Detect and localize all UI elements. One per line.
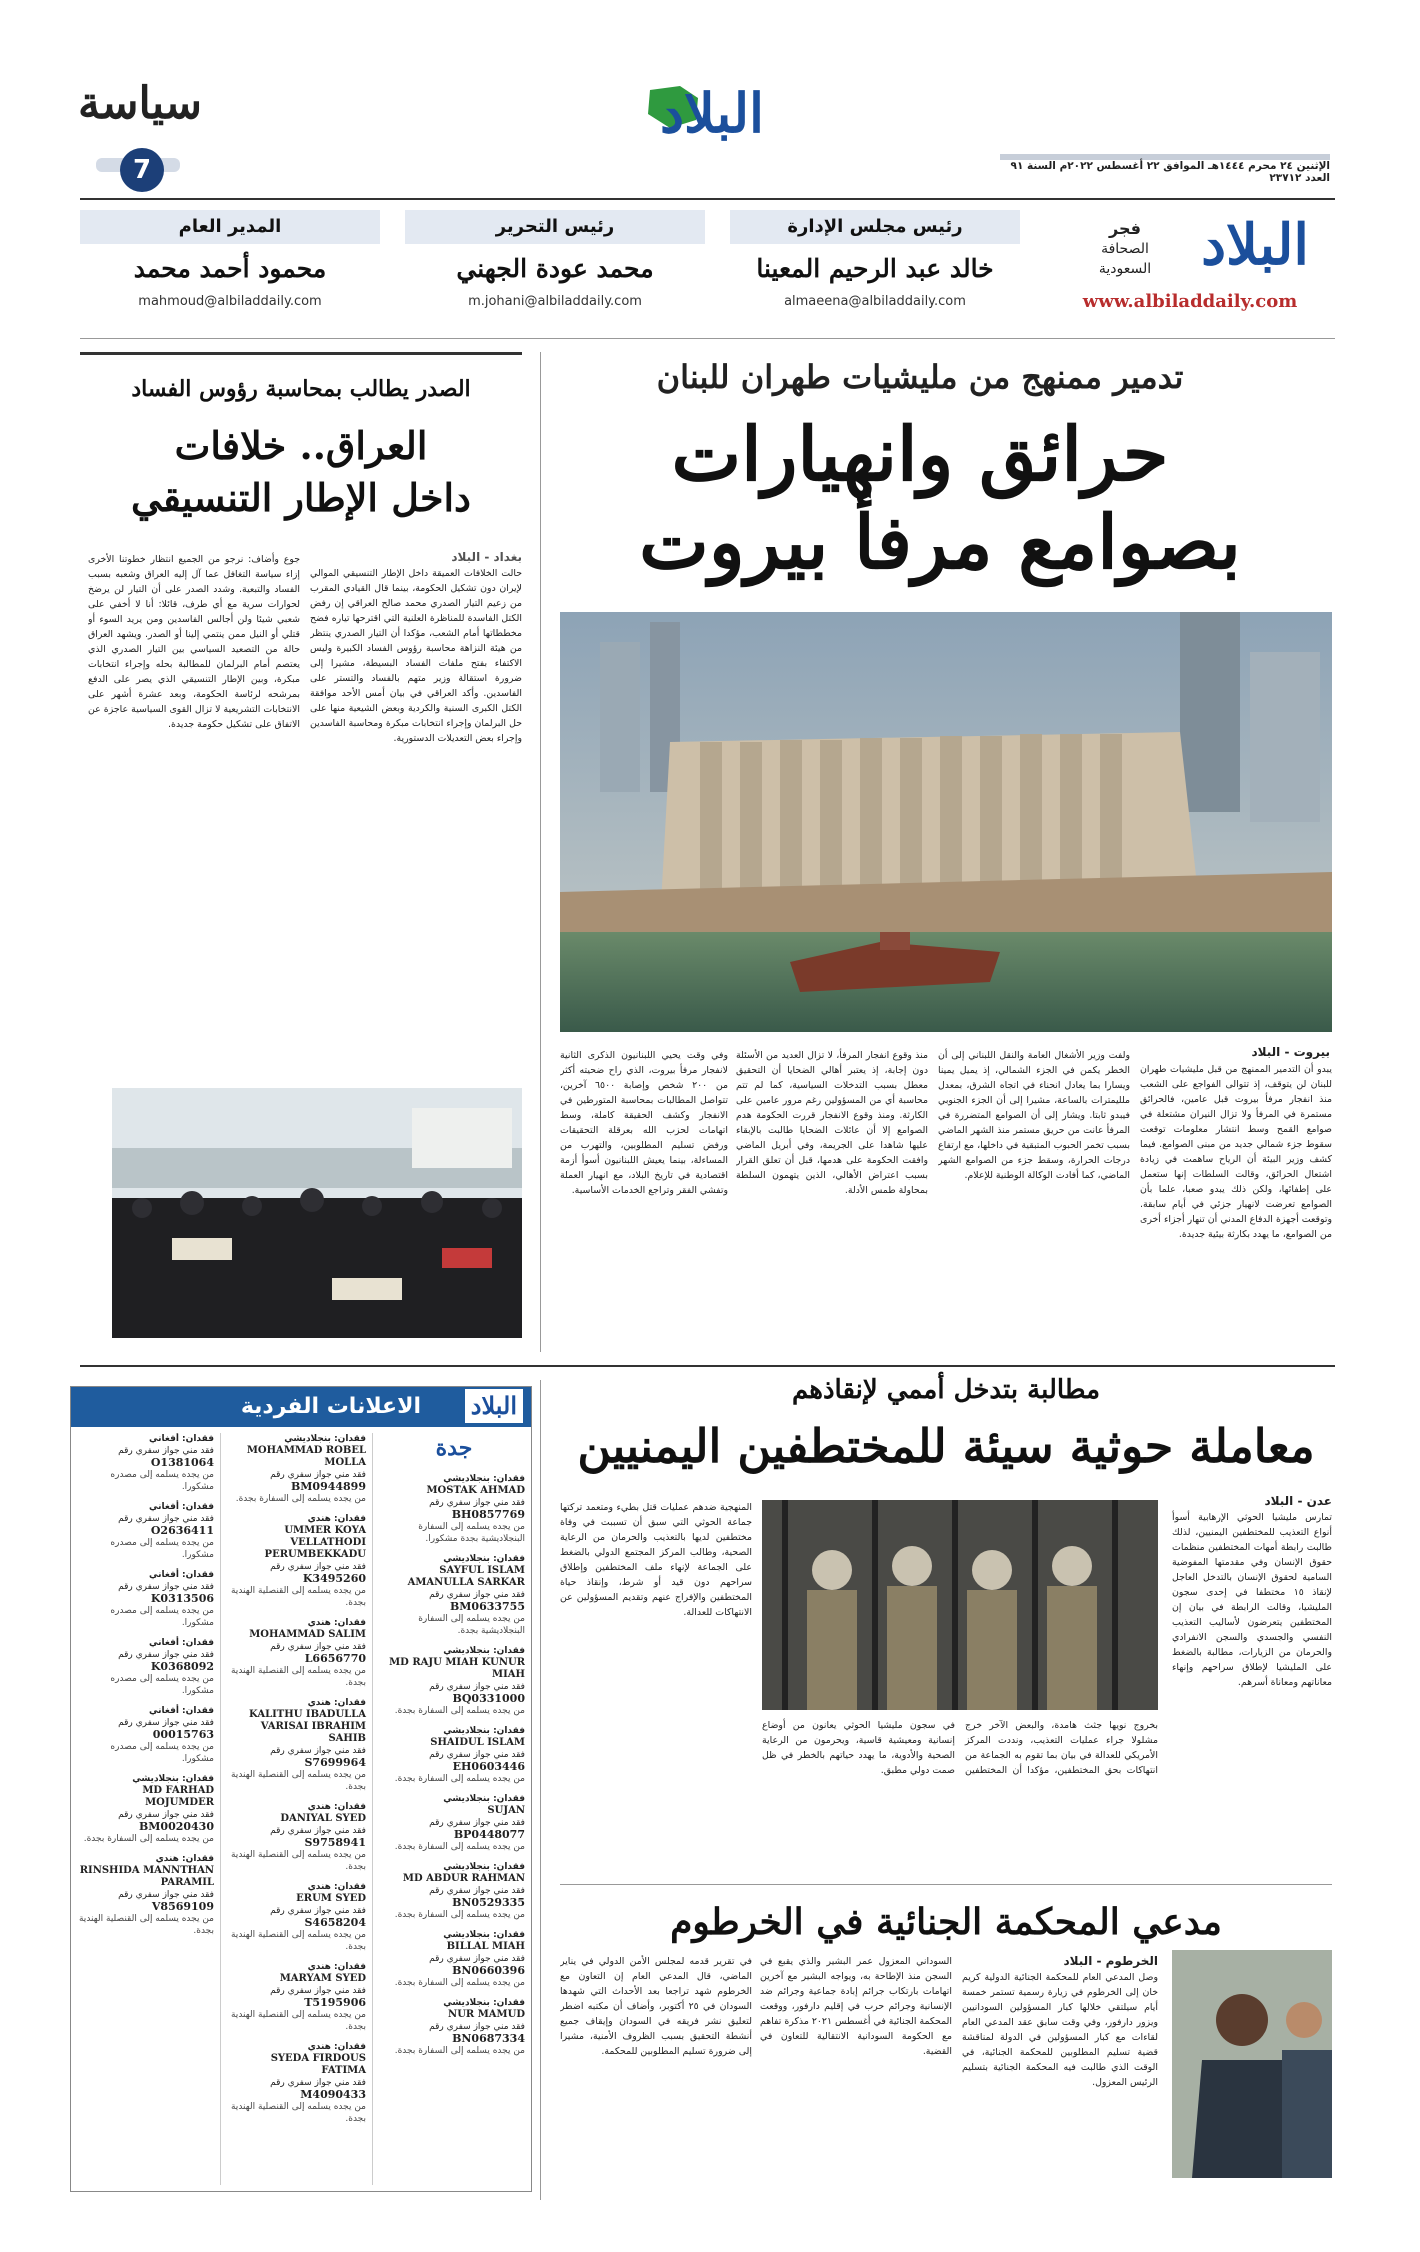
iraq-photo bbox=[112, 1088, 522, 1338]
iraq-kicker: الصدر يطالب بمحاسبة رؤوس الفساد bbox=[131, 376, 471, 402]
section-name: سياسة bbox=[78, 78, 203, 129]
lead-headline-line-2: بصوامع مرفأ بيروت bbox=[639, 500, 1241, 586]
ad-header: فقدان: بنجلاديشي bbox=[443, 1554, 525, 1564]
page-number-badge: 7 bbox=[120, 148, 164, 192]
staff-name: محمد عودة الجهني bbox=[456, 254, 654, 283]
yemen-column-3: المنهجية ضدهم عمليات قتل بطيء ومتعمد تركتها جماعة الحوثي التي سبق أن تسببت في وفاة مختطفين لديها بالتعذيب والحرمان من الرعاية الصحية، وطالب المركز المجتمع الدولي بالضغط على الجماعة لإنهاء ملف المختطفين وإطلاق سراحهم دون قيد أو شرط، وإنقاذ حياة المختطفين والإفراج عنهم وتقديم المسؤولين عن الانتهاكات للعدالة. bbox=[560, 1502, 752, 1618]
yemen-headline: معاملة حوثية سيئة للمختطفين اليمنيين bbox=[577, 1419, 1315, 1473]
ad-passport-number: K0368092 bbox=[150, 1660, 214, 1673]
classified-ad bbox=[229, 1697, 366, 1793]
ad-passport-number: BN0660396 bbox=[452, 1964, 525, 1977]
ad-footer: من يجده يسلمه إلى القنصلية الهندية بجدة. bbox=[230, 1850, 366, 1872]
classifieds-title: الاعلانات الفردية bbox=[240, 1394, 421, 1419]
classified-ad bbox=[77, 1501, 214, 1561]
staff-name: خالد عبد الرحيم المعينا bbox=[756, 254, 994, 283]
tagline-line-3: السعودية bbox=[1098, 261, 1152, 277]
ad-header: فقدان: هندي bbox=[307, 1802, 366, 1812]
classified-ad bbox=[381, 1793, 525, 1853]
ad-body: فقد مني جواز سفري رقم bbox=[270, 1826, 366, 1836]
lead-headline-line-1: حرائق وانهيارات bbox=[671, 412, 1169, 498]
ad-passport-number: O2636411 bbox=[150, 1524, 214, 1537]
ad-name: SUJAN bbox=[487, 1805, 525, 1816]
ad-name: MD FARHAD MOJUMDER bbox=[142, 1785, 214, 1808]
classifieds-city: جدة bbox=[435, 1435, 473, 1461]
ad-passport-number: BH0857769 bbox=[451, 1508, 525, 1521]
ad-footer: من يجده يسلمه إلى مصدره مشكورا. bbox=[110, 1742, 214, 1764]
staff-box-1 bbox=[730, 210, 1020, 328]
ad-footer: من يجده يسلمه إلى القنصلية الهندية بجدة. bbox=[230, 1930, 366, 1952]
ad-passport-number: BM0633755 bbox=[449, 1600, 525, 1613]
publisher-tagline bbox=[1070, 219, 1180, 279]
classified-ad bbox=[77, 1433, 214, 1493]
ad-name: MARYAM SYED bbox=[279, 1973, 366, 1984]
classified-ad bbox=[77, 1569, 214, 1629]
ad-footer: من يجده يسلمه إلى القنصلية الهندية بجدة. bbox=[230, 1770, 366, 1792]
ad-passport-number: V8569109 bbox=[151, 1900, 214, 1913]
ad-footer: من يجده يسلمه إلى القنصلية الهندية بجدة. bbox=[230, 1666, 366, 1688]
ad-body: فقد مني جواز سفري رقم bbox=[118, 1718, 214, 1728]
ad-name: MD RAJU MIAH KUNUR MIAH bbox=[389, 1657, 525, 1680]
ad-header: فقدان: بنجلاديشي bbox=[443, 1998, 525, 2008]
ad-header: فقدان: هندي bbox=[307, 1618, 366, 1628]
ad-body: فقد مني جواز سفري رقم bbox=[270, 1906, 366, 1916]
classified-ad bbox=[229, 1513, 366, 1609]
ad-header: فقدان: بنجلاديشي bbox=[443, 1862, 525, 1872]
ad-passport-number: BM0020430 bbox=[138, 1820, 214, 1833]
silo-photo-illustration bbox=[560, 612, 1332, 1032]
ad-passport-number: BP0448077 bbox=[453, 1828, 525, 1841]
ad-name: DANIYAL SYED bbox=[280, 1813, 366, 1824]
ad-footer: من يجده يسلمه إلى القنصلية الهندية بجدة. bbox=[230, 1586, 366, 1608]
ad-header: فقدان: هندي bbox=[307, 1698, 366, 1708]
classified-ad bbox=[381, 1725, 525, 1785]
ad-name: BILLAL MIAH bbox=[446, 1941, 525, 1952]
lead-kicker: تدمير ممنهج من مليشيات طهران للبنان bbox=[656, 358, 1184, 396]
ad-body: فقد مني جواز سفري رقم bbox=[270, 1562, 366, 1572]
ad-body: فقد مني جواز سفري رقم bbox=[118, 1890, 214, 1900]
prosecutor-photo-illustration bbox=[1172, 1950, 1332, 2178]
ad-body: فقد مني جواز سفري رقم bbox=[270, 1642, 366, 1652]
classified-ad bbox=[381, 1929, 525, 1989]
ad-header: فقدان: هندي bbox=[307, 1514, 366, 1524]
ad-header: فقدان: بنجلاديشي bbox=[132, 1774, 214, 1784]
ad-name: MOHAMMAD ROBEL MOLLA bbox=[246, 1445, 366, 1468]
classified-ad bbox=[381, 1997, 525, 2057]
lead-column-3: منذ وقوع انفجار المرفأ، لا تزال العديد من الأسئلة دون إجابة، إذ يعتبر أهالي الضحايا أن التحقيق معطل بسبب التدخلات السياسية، كما لم تتم محاسبة أي من المسؤولين رغم مرور عامين على الكارثة. ومنذ وقوع الانفجار قررت الحكومة هدم الصوامع إلا أن عائلات الضحايا طالبت بالإبقاء عليها شاهدا على الجريمة، وفي أبريل الماضي وافقت الحكومة على هدمها، قبل أن تعلق القرار بسبب اعتراض الأهالي، الذين يتهمون السلطة بمحاولة طمس الأدلة. bbox=[736, 1050, 928, 1196]
ad-body: فقد مني جواز سفري رقم bbox=[429, 1682, 525, 1692]
ad-passport-number: BN0529335 bbox=[452, 1896, 525, 1909]
ad-passport-number: S7699964 bbox=[304, 1756, 366, 1769]
ad-body: فقد مني جواز سفري رقم bbox=[429, 2022, 525, 2032]
ad-passport-number: M4090433 bbox=[300, 2088, 366, 2101]
ad-body: فقد مني جواز سفري رقم bbox=[270, 2078, 366, 2088]
ad-footer: من يجده يسلمه إلى السفارة البنجلاديشية بجدة مشكورا. bbox=[418, 1522, 525, 1544]
ad-name: ERUM SYED bbox=[296, 1893, 366, 1904]
ad-passport-number: O1381064 bbox=[150, 1456, 214, 1469]
classifieds-header bbox=[71, 1387, 531, 1427]
khartoum-headline: مدعي المحكمة الجنائية في الخرطوم bbox=[670, 1901, 1222, 1943]
classified-ad bbox=[381, 1473, 525, 1545]
ad-footer: من يجده يسلمه إلى السفارة بجدة. bbox=[394, 1842, 525, 1852]
classified-ad bbox=[381, 1861, 525, 1921]
classifieds-col-3 bbox=[77, 1433, 221, 2185]
ad-header: فقدان: بنجلاديشي bbox=[284, 1434, 366, 1444]
ad-passport-number: K0313506 bbox=[150, 1592, 214, 1605]
classifieds-logo: البلاد bbox=[465, 1389, 523, 1423]
ad-passport-number: S4658204 bbox=[304, 1916, 366, 1929]
ad-body: فقد مني جواز سفري رقم bbox=[270, 1986, 366, 1996]
ad-body: فقد مني جواز سفري رقم bbox=[429, 1498, 525, 1508]
yemen-photo bbox=[762, 1500, 1158, 1710]
classified-ad bbox=[77, 1637, 214, 1697]
lead-column-1: يبدو أن التدمير الممنهج من قبل مليشيات طهران للبنان لن يتوقف، إذ تتوالى الفواجع على الشعب منذ انفجار مرفأ بيروت قبل عامين، فالحرائق مستمرة في المرفأ ولا تزال النيران مشتعلة في صوامع القمح وسط انتشار معلومات توقعت سقوط جزء شمالي جديد من مبنى الصوامع. فيما كشف وزير البيئة أن الرياح ساهمت في زيادة اشتعال الحرائق، وقالت السلطات إنها ستعمل على إطفائها، ولكن ذلك يبدو صعبا، علما بأن الصوامع تعرضت لانهيار جزئي في أيام سابقة. وتوقعت أجهزة الدفاع المدني أن تنهار أجزاء أخرى من الصوامع، ما يهدد بكارثة بيئية جديدة. bbox=[1140, 1064, 1332, 1240]
ad-passport-number: L6656770 bbox=[304, 1652, 366, 1665]
ad-header: فقدان: أفغاني bbox=[149, 1570, 214, 1580]
classified-ad bbox=[229, 1617, 366, 1689]
ad-name: SYEDA FIRDOUS FATIMA bbox=[270, 2053, 366, 2076]
publisher-block bbox=[1040, 205, 1340, 325]
yemen-kicker: مطالبة بتدخل أممي لإنقاذهم bbox=[791, 1375, 1101, 1405]
ad-body: فقد مني جواز سفري رقم bbox=[429, 1590, 525, 1600]
yemen-column-2: بخروج نويها جثث هامدة، والبعض الآخر خرج مشلولا جراء عمليات التعذيب، ونددت المركز الأمريكي للعدالة في بيان بما تقوم به الجماعة من انتهاكات بحق المختطفين، مؤكدا أن المختطفين في سجون مليشيا الحوثي يعانون من أوضاع إنسانية ومعيشية قاسية، ويحرمون من الرعاية الصحية والأدوية، ما يهدد حياتهم بالخطر في ظل صمت دولي مطبق. bbox=[762, 1720, 1158, 1776]
iraq-column-2: جوع وأضاف: نرجو من الجميع انتظار خطوتنا الأخرى إزاء سياسة التغافل عما آل إليه العراق وشعبه بسبب الفساد والتبعية. وشدد الصدر على أن التيار لن يرضخ لحوارات سرية مع أي طرف، قائلا: أنا لا أخفي على شعبي شيئا ولن أجالس الفاسدين ومن يريد السوء أو قتلي أو النيل ممن ينتمي إلينا أو الصدر. ويشهد العراق حالة من التصعيد السياسي بين التيار الصدري الذي يعتصم أمام البرلمان للمطالبة بحله وإجراء انتخابات مبكرة، وبين الإطار التنسيقي الذي يصر على الدفع بمرشحه لرئاسة الحكومة، وبعد عشرة أشهر على الانتخابات التشريعية لا تزال القوى السياسية عاجزة عن الاتفاق على تشكيل حكومة جديدة. bbox=[88, 554, 300, 730]
iraq-headline-line-2: داخل الإطار التنسيقي bbox=[131, 475, 471, 520]
ad-name: RINSHIDA MANNTHAN PARAMIL bbox=[79, 1865, 214, 1888]
khartoum-column-3: في تقرير قدمه لمجلس الأمن الدولي في يناير الماضي، قال المدعي العام إن التعاون مع الخرطوم شهد تراجعا بعد الأحداث التي شهدها السودان في ٢٥ أكتوبر، وأضاف أن مكتبه اضطر لتعليق نشر فريقه في السودان وإيقاف جميع أنشطة التحقيق بسبب الظروف الأمنية، مشيرا إلى ضرورة تسليم المطلوبين للمحكمة. bbox=[560, 1956, 752, 2057]
ad-passport-number: BQ0331000 bbox=[452, 1692, 525, 1705]
ad-body: فقد مني جواز سفري رقم bbox=[118, 1446, 214, 1456]
ad-header: فقدان: بنجلاديشي bbox=[443, 1726, 525, 1736]
ad-header: فقدان: هندي bbox=[307, 1882, 366, 1892]
staff-role: رئيس مجلس الإدارة bbox=[730, 210, 1020, 244]
publisher-logo: البلاد bbox=[1201, 212, 1309, 278]
ad-name: MOSTAK AHMAD bbox=[426, 1485, 525, 1496]
classified-ad bbox=[77, 1773, 214, 1845]
khartoum-byline: الخرطوم - البلاد bbox=[1063, 1954, 1158, 1968]
ad-name: MOHAMMAD SALIM bbox=[249, 1629, 366, 1640]
ad-footer: من يجده يسلمه إلى القنصلية الهندية بجدة. bbox=[78, 1914, 214, 1936]
ad-body: فقد مني جواز سفري رقم bbox=[270, 1470, 366, 1480]
ad-header: فقدان: هندي bbox=[155, 1854, 214, 1864]
classified-ad bbox=[77, 1705, 214, 1765]
ad-footer: من يجده يسلمه إلى السفارة بجدة. bbox=[394, 1774, 525, 1784]
staff-email[interactable]: mahmoud@albiladdaily.com bbox=[138, 294, 322, 309]
ad-passport-number: BM0944899 bbox=[290, 1480, 366, 1493]
ad-header: فقدان: بنجلاديشي bbox=[443, 1474, 525, 1484]
tagline-line-1: فجر bbox=[1109, 219, 1141, 238]
ad-body: فقد مني جواز سفري رقم bbox=[118, 1810, 214, 1820]
ad-passport-number: T5195906 bbox=[304, 1996, 366, 2009]
ad-passport-number: BN0687334 bbox=[452, 2032, 525, 2045]
staff-email[interactable]: m.johani@albiladdaily.com bbox=[468, 294, 642, 309]
yemen-byline: عدن - البلاد bbox=[1264, 1494, 1332, 1508]
ad-footer: من يجده يسلمه إلى مصدره مشكورا. bbox=[110, 1674, 214, 1696]
staff-box-3 bbox=[80, 210, 380, 328]
staff-role: المدير العام bbox=[80, 210, 380, 244]
iraq-byline: بغداد - البلاد bbox=[451, 550, 522, 564]
ad-header: فقدان: أفغاني bbox=[149, 1502, 214, 1512]
ad-name: KALITHU IBADULLA VARISAI IBRAHIM SAHIB bbox=[249, 1709, 366, 1744]
ad-name: SHAIDUL ISLAM bbox=[430, 1737, 525, 1748]
ad-body: فقد مني جواز سفري رقم bbox=[118, 1514, 214, 1524]
ad-footer: من يجده يسلمه إلى السفارة بجدة. bbox=[394, 1706, 525, 1716]
ad-footer: من يجده يسلمه إلى القنصلية الهندية بجدة. bbox=[230, 2010, 366, 2032]
khartoum-column-1: وصل المدعي العام للمحكمة الجنائية الدولية كريم خان إلى الخرطوم في زيارة رسمية تستمر خمسة أيام سيلتقي خلالها كبار المسؤولين السودانيين ويزور دارفور، وفي وقت سابق عقد المدعي العام لقاءات مع كبار المسؤولين في الدولة لمناقشة قضية تسليم المطلوبين للمحكمة الجنائية، في الوقت الذي طالبت فيه المحكمة الجنائية بتسليم الرئيس المعزول. bbox=[962, 1972, 1158, 2088]
ad-header: فقدان: بنجلاديشي bbox=[443, 1794, 525, 1804]
staff-role: رئيس التحرير bbox=[405, 210, 705, 244]
yemen-column-1: تمارس مليشيا الحوثي الإرهابية أسوأ أنواع التعذيب للمختطفين اليمنيين، لذلك طالبت رابطة أمهات المختطفين منظمات حقوق الإنسان وفي مقدمتها المفوضية السامية لحقوق الإنسان بالتدخل العاجل لإنقاذ ١٥ مختطفا في إحدى سجون المليشيا، وقالت الرابطة في بيان إن المختطفين يتعرضون لأساليب التعذيب النفسي والجسدي والسجن الانفرادي والحرمان من الزيارات، مطالبة بالضغط على المليشيا لإطلاق سراحهم وإنهاء معاناتهم ومعاناة أسرهم. bbox=[1172, 1512, 1332, 1688]
classified-ad bbox=[229, 1881, 366, 1953]
lead-photo bbox=[560, 612, 1332, 1032]
iraq-column-1: حالت الخلافات العميقة داخل الإطار التنسيقي الموالي لإيران دون تشكيل الحكومة، بينما قال القيادي المقرب من زعيم التيار الصدري محمد صالح العراقي إن رفض الكتل الفاسدة للمناظرة العلنية التي اقترحها تياره فضح مخططاتها أمام الشعب، مؤكدا أن التيار الصدري ينتظر من هيئة النزاهة محاسبة رؤوس الفساد الكبيرة وليس الاكتفاء بفتح ملفات الفساد البسيطة، مشيرا إلى ضرورة استقالة وزير متهم بالفساد والتستر على الفاسدين. وأكد العراقي في بيان أمس الأحد موافقة الكتل الكبرى السنية والكردية وبعض الشيعية منها على حل البرلمان وإجراء انتخابات مبكرة ومحاسبة الفاسدين وإجراء بعض التعديلات الدستورية. bbox=[310, 568, 522, 744]
classifieds-col-2 bbox=[229, 1433, 373, 2185]
masthead-logo-text: البلاد bbox=[660, 81, 765, 145]
classified-ad bbox=[229, 2041, 366, 2125]
classified-ad bbox=[229, 1961, 366, 2033]
publisher-website[interactable]: www.albiladdaily.com bbox=[1082, 291, 1298, 312]
masthead-logo bbox=[640, 80, 790, 150]
ad-header: فقدان: أفغاني bbox=[149, 1706, 214, 1716]
staff-name: محمود أحمد محمد bbox=[133, 254, 327, 283]
classified-ad bbox=[381, 1645, 525, 1717]
classified-ad bbox=[77, 1853, 214, 1937]
ad-footer: من يجده يسلمه إلى مصدره مشكورا. bbox=[110, 1538, 214, 1560]
iraq-headline-line-1: العراق.. خلافات bbox=[174, 423, 428, 468]
ad-passport-number: EH0603446 bbox=[452, 1760, 525, 1773]
tagline-line-2: الصحافة bbox=[1101, 241, 1149, 257]
ad-passport-number: 00015763 bbox=[152, 1728, 214, 1741]
ad-footer: من يجده يسلمه إلى مصدره مشكورا. bbox=[110, 1470, 214, 1492]
classified-ad bbox=[229, 1433, 366, 1505]
ad-header: فقدان: أفغاني bbox=[149, 1434, 214, 1444]
ad-name: SAYFUL ISLAM AMANULLA SARKAR bbox=[407, 1565, 525, 1588]
ad-footer: من يجده يسلمه إلى السفارة بجدة. bbox=[394, 1910, 525, 1920]
ad-footer: من يجده يسلمه إلى القنصلية الهندية بجدة. bbox=[230, 2102, 366, 2124]
ad-body: فقد مني جواز سفري رقم bbox=[118, 1582, 214, 1592]
ad-footer: من يجده يسلمه إلى السفارة بجدة. bbox=[394, 1978, 525, 1988]
khartoum-photo bbox=[1172, 1950, 1332, 2178]
ad-header: فقدان: بنجلاديشي bbox=[443, 1646, 525, 1656]
ad-name: MD ABDUR RAHMAN bbox=[402, 1873, 525, 1884]
ad-passport-number: S9758941 bbox=[304, 1836, 366, 1849]
crowd-photo-illustration bbox=[112, 1088, 522, 1338]
ad-footer: من يجده يسلمه إلى مصدره مشكورا. bbox=[110, 1606, 214, 1628]
ad-passport-number: K3495260 bbox=[302, 1572, 366, 1585]
classifieds-box bbox=[70, 1386, 532, 2192]
ad-name: NUR MAMUD bbox=[448, 2009, 525, 2020]
classified-ad bbox=[229, 1801, 366, 1873]
ad-body: فقد مني جواز سفري رقم bbox=[429, 1954, 525, 1964]
prisoners-photo-illustration bbox=[762, 1500, 1158, 1710]
ad-footer: من يجده يسلمه إلى السفارة بجدة. bbox=[394, 2046, 525, 2056]
lead-column-4: وفي وقت يحيي اللبنانيون الذكرى الثانية لانفجار مرفأ بيروت، الذي راح ضحيته أكثر من ٢٠٠ شخص وإصابة ٦٥٠٠ آخرين، تتواصل المطالبات بمحاسبة المتورطين في الانفجار وكشف الحقيقة كاملة، وسط اتهامات لحزب الله بعرقلة التحقيقات ورفض تسليم المطلوبين، والتهرب من المساءلة، بينما يعيش اللبنانيون أسوأ أزمة اقتصادية في تاريخ البلاد، مع انهيار العملة وتفشي الفقر وتراجع الخدمات الأساسية. bbox=[560, 1050, 728, 1196]
ad-header: فقدان: هندي bbox=[307, 1962, 366, 1972]
ad-body: فقد مني جواز سفري رقم bbox=[429, 1886, 525, 1896]
ad-body: فقد مني جواز سفري رقم bbox=[118, 1650, 214, 1660]
ad-name: UMMER KOYA VELLATHODI PERUMBEKKADU bbox=[264, 1525, 366, 1560]
staff-email[interactable]: almaeena@albiladdaily.com bbox=[784, 294, 966, 309]
ad-footer: من يجده يسلمه إلى السفارة بجدة. bbox=[83, 1834, 214, 1844]
khartoum-column-2: السوداني المعزول عمر البشير والذي يقبع في السجن منذ الإطاحة به، ويواجه البشير مع آخرين اتهامات بارتكاب جرائم إبادة جماعية وجرائم ضد الإنسانية وجرائم حرب في إقليم دارفور، ووقعت المحكمة الجنائية في أغسطس ٢٠٢١ مذكرة تفاهم مع الحكومة السودانية الانتقالية للتعاون في القضية. bbox=[760, 1956, 952, 2057]
ad-body: فقد مني جواز سفري رقم bbox=[429, 1818, 525, 1828]
lead-column-2: ولفت وزير الأشغال العامة والنقل اللبناني إلى أن الخطر يكمن في الجزء الشمالي، إذ يميل يمينا ويسارا بما يعادل انحناء في اتجاه الشرق، بمعدل ملليمترات بالساعة، مشيرا إلى أن الجزء الجنوبي فيبدو ثابتا. ويشار إلى أن الصوامع المتضررة في المرفأ عانت من حريق مستمر منذ الشهر الماضي بسبب تخمر الحبوب المتبقية في داخلها، مع ارتفاع درجات الحرارة، وسقط جزء من الصوامع الشهر الماضي، كما أفادت الوكالة الوطنية للإعلام. bbox=[938, 1050, 1130, 1181]
ad-body: فقد مني جواز سفري رقم bbox=[429, 1750, 525, 1760]
ad-footer: من يجده يسلمه إلى السفارة بجدة. bbox=[235, 1494, 366, 1504]
staff-box-2 bbox=[405, 210, 705, 328]
ad-body: فقد مني جواز سفري رقم bbox=[270, 1746, 366, 1756]
classified-ad bbox=[381, 1553, 525, 1637]
ad-header: فقدان: هندي bbox=[307, 2042, 366, 2052]
classifieds-col-1 bbox=[381, 1473, 525, 2185]
ad-footer: من يجده يسلمه إلى السفارة البنجلاديشية بجدة. bbox=[418, 1614, 525, 1636]
lead-byline: بيروت - البلاد bbox=[1251, 1045, 1330, 1059]
ad-header: فقدان: أفغاني bbox=[149, 1638, 214, 1648]
masthead-dateline: الإثنين ٢٤ محرم ١٤٤٤هـ الموافق ٢٢ أغسطس ٢٠٢٢م السنة ٩١ العدد ٢٣٧١٢ bbox=[1010, 160, 1330, 184]
ad-header: فقدان: بنجلاديشي bbox=[443, 1930, 525, 1940]
